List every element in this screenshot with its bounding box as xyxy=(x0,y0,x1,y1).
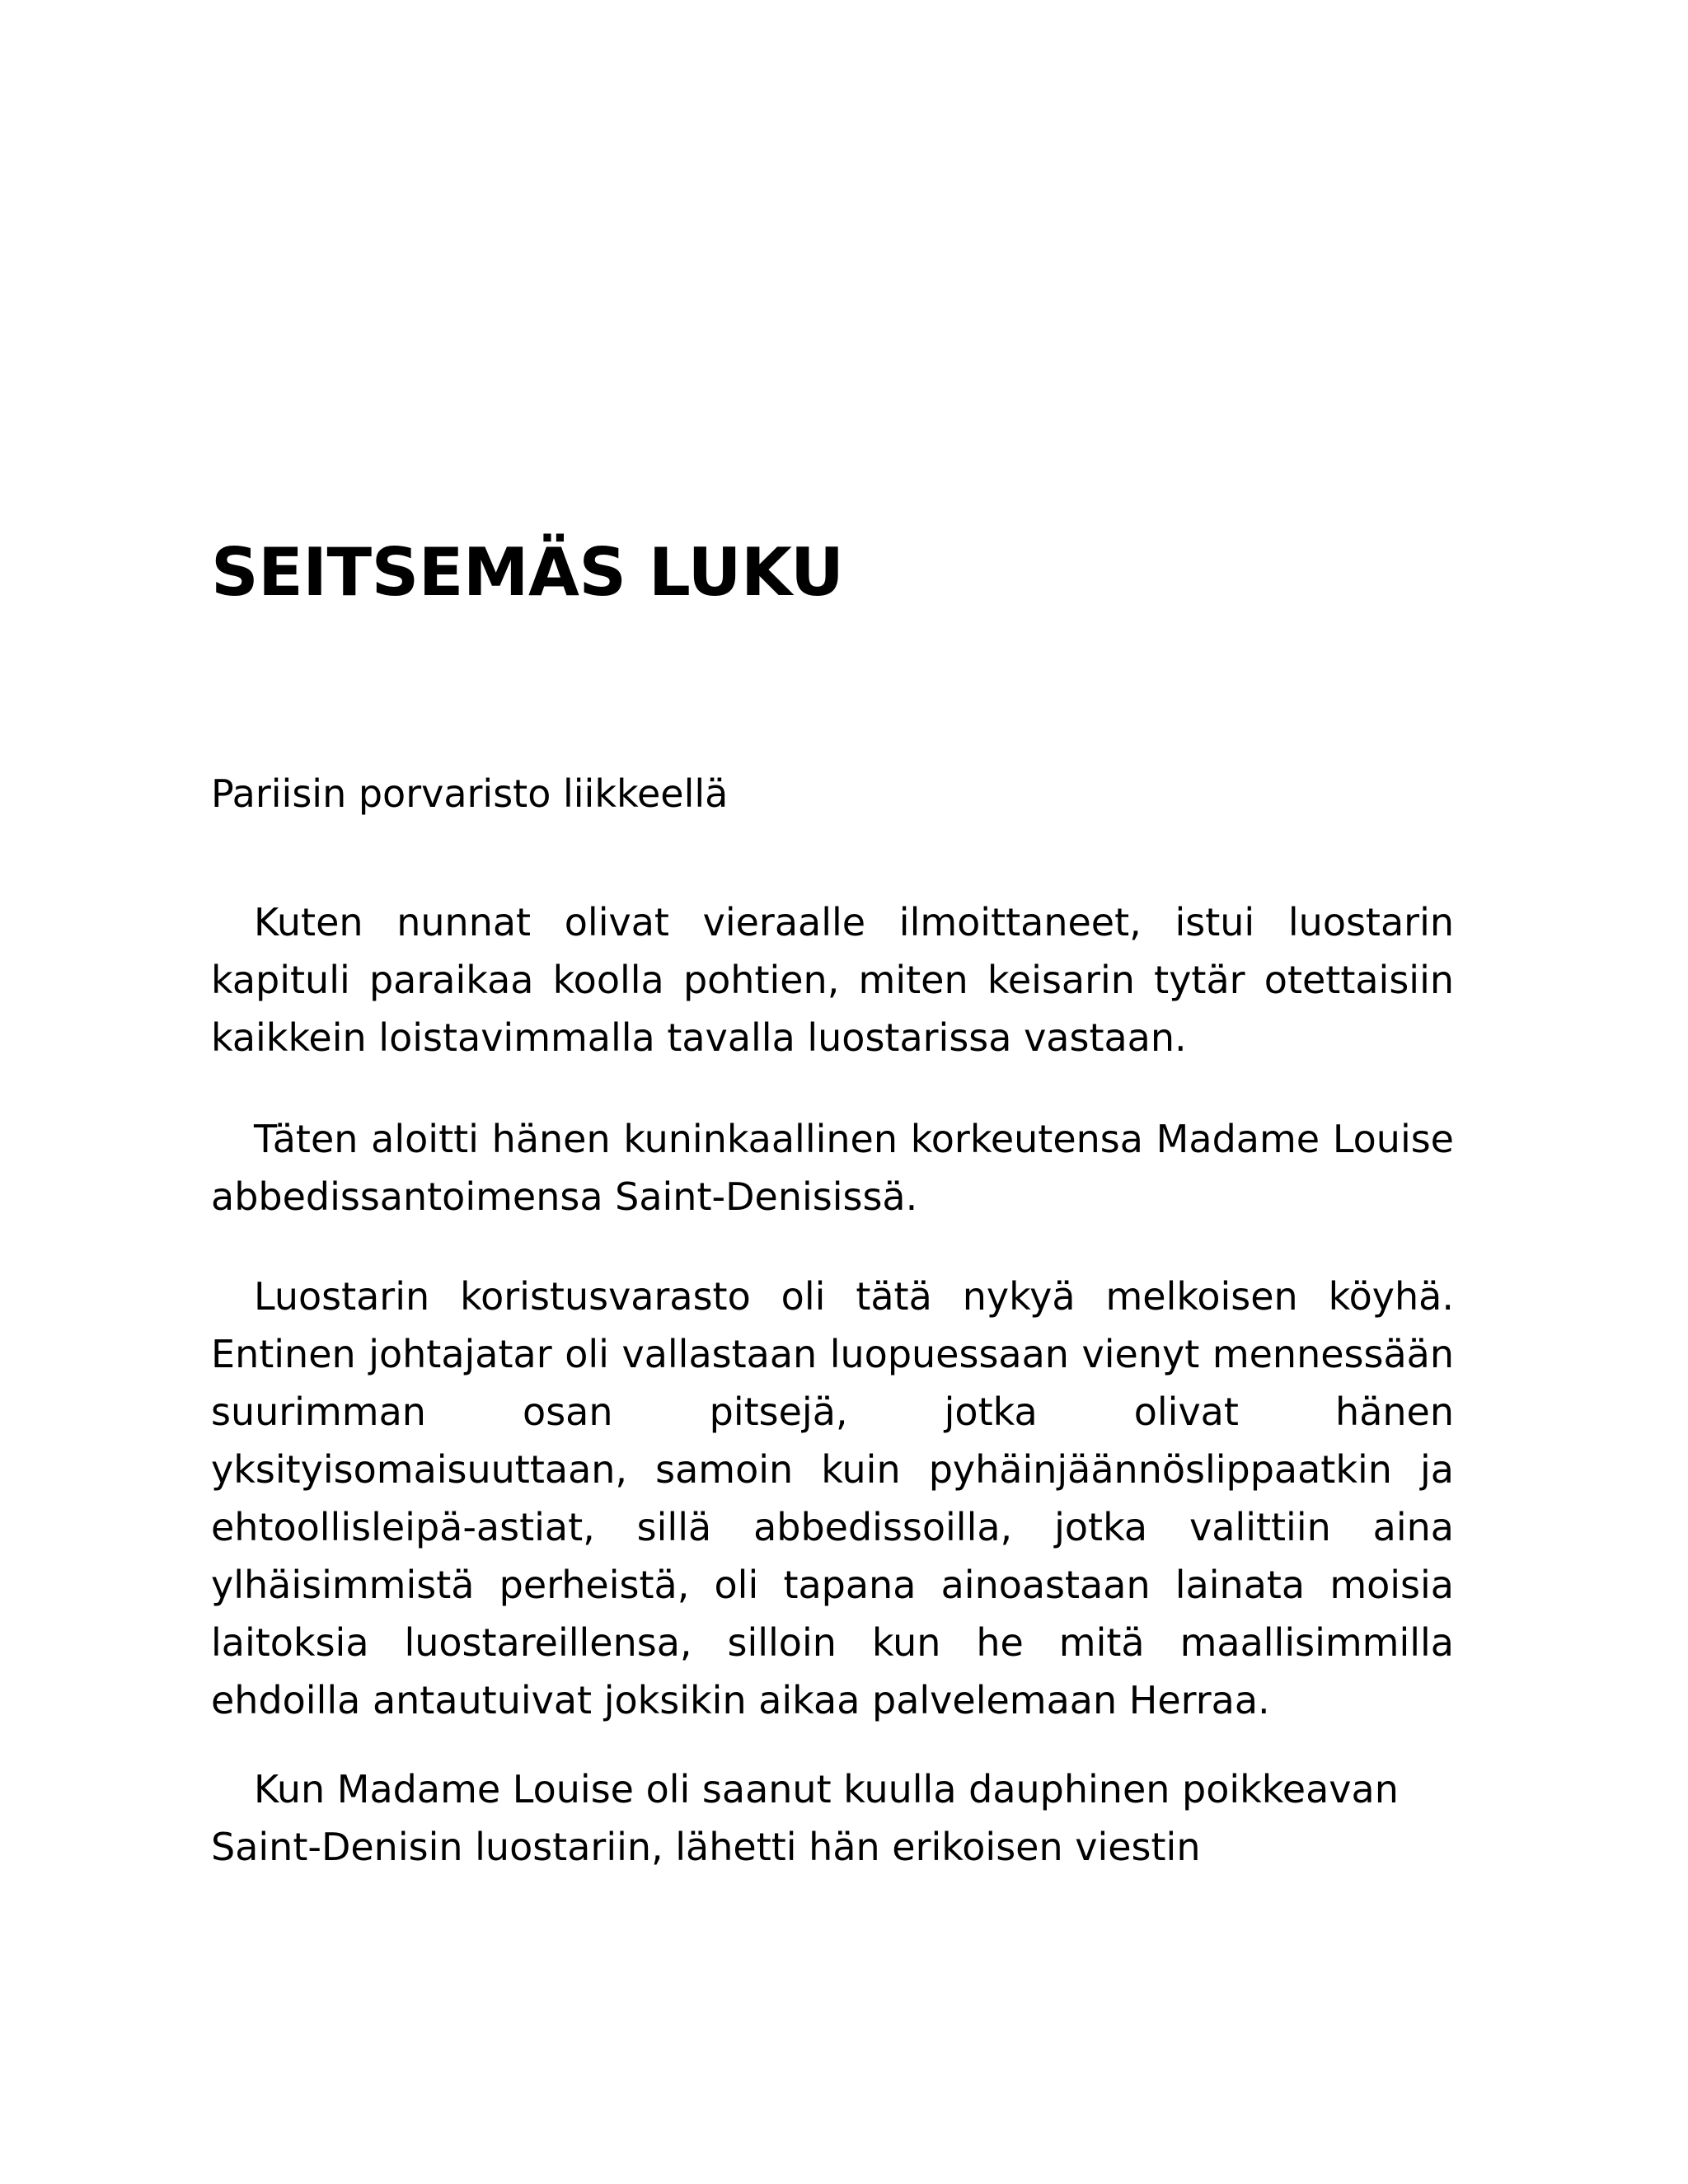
chapter-subtitle: Pariisin porvaristo liikkeellä xyxy=(211,771,729,816)
paragraph-4: Kun Madame Louise oli saanut kuulla dauphinen poikkeavan Saint-Denisin luostariin, lähetti hän erikoisen viestin xyxy=(211,1767,1399,1869)
paragraph-1: Kuten nunnat olivat vieraalle ilmoittaneet, istui luostarin kapituli paraikaa koolla pohtien, miten keisarin tytär otettaisiin kaikkein loistavimmalla tavalla luostarissa vastaan. xyxy=(211,900,1454,1060)
chapter-title: SEITSEMÄS LUKU xyxy=(211,534,844,611)
book-page xyxy=(211,0,1454,2184)
paragraph-3: Luostarin koristusvarasto oli tätä nykyä melkoisen köyhä. Entinen johtajatar oli vallastaan luopuessaan vienyt mennessään suurimman osan pitsejä, jotka olivat hänen yksityisomaisuuttaan, samoin kuin pyhäinjäännöslippaatkin ja ehtoollisleipä-astiat, sillä abbedissoilla, jotka valittiin aina ylhäisimmistä perheistä, oli tapana ainoastaan lainata moisia laitoksia luostareillensa, silloin kun he mitä maallisimmilla ehdoilla antautuivat joksikin aikaa palvelemaan Herraa. xyxy=(211,1274,1454,1722)
paragraph-2: Täten aloitti hänen kuninkaallinen korkeutensa Madame Louise abbedissantoimensa Saint-Denisissä. xyxy=(211,1117,1454,1219)
